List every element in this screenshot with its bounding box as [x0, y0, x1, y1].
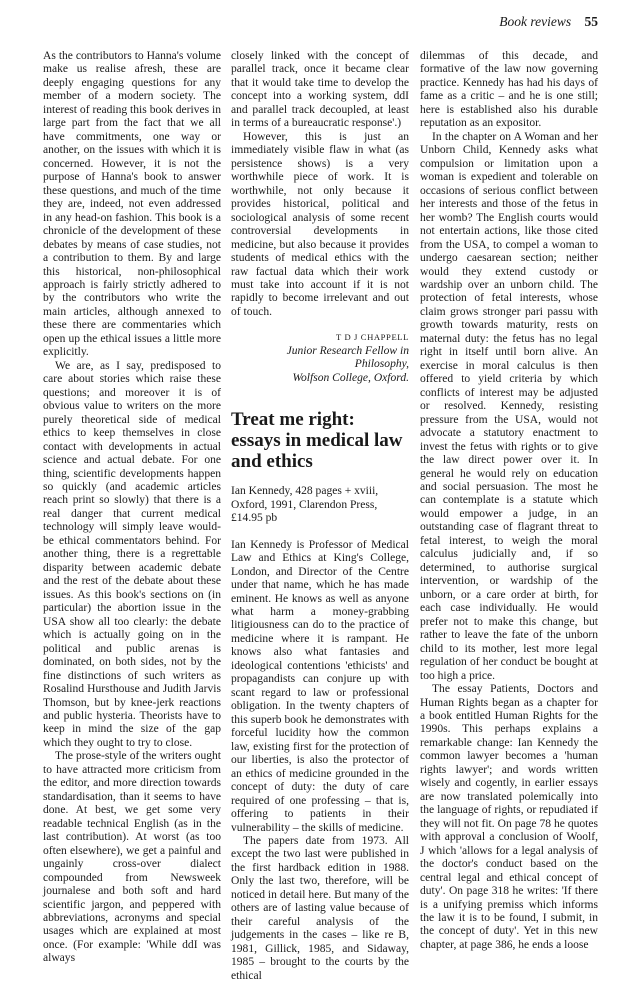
reviewer-signature [231, 331, 409, 385]
paragraph: However, this is just an immediately visible flaw in what (as persistence shows) is a very worthwhile piece of work. It is worthwhile, not only because it provides historical, political and sociological analysis of some recent controversial developments in medicine, but also because it provides students of medical ethics with the raw factual data which their work must take into account if it is not rapidly to become irrelevant and out of touch. [231, 130, 409, 318]
bibliographic-details [231, 485, 409, 525]
running-head: Book reviews [499, 14, 572, 29]
page-number: 55 [584, 14, 598, 29]
column-1 [43, 50, 221, 966]
paragraph: In the chapter on A Woman and her Unborn Child, Kennedy asks what compulsion or limitation upon a woman is expedient and tolerable on occasions of serious conflict between her interests and those of the fetus in her womb? The English courts would not entertain actions, like those cited from the USA, to compel a woman to undergo caesarean section; neither would they extend custody or wardship over an unborn child. The protection of fetal interests, whose claim grows stronger pari passu with growth towards maturity, rests on maternal duty: the fetus has no legal right in itself until born alive. An exercise in moral calculus is then offered to yield criteria by which conflicts of interest may be adjusted or resolved. Kennedy, resisting pressure from the USA, would not advocate a statutory enactment to invest the fetus with rights or to give the law direct power over it. In general he would rely on education and social persuasion. The most he can contemplate is a statute which would empower a judge, in an outstanding case of flagrant threat to fetal interest, to weigh the moral calculus judicially and, if so determined, to authorise surgical intervention, or wardship of the unborn, or a care order at birth, for each case individually. He would prefer not to make this change, but rather to leave the fate of the unborn child to its mother, lest more legal regulation of her conduct be bought at too high a price. [420, 130, 598, 682]
column-3 [420, 50, 598, 952]
paragraph: Ian Kennedy is Professor of Medical Law and Ethics at King's College, London, and Director of the Centre under that name, which he has made eminent. He knows as well as anyone what harm a money-grabbing litigiousness can do to the practice of medicine where it is rampant. He knows also what fantasies and ideological contentions 'ethicists' and propagandists can conjure up with scant regard to law or professional obligation. In the twenty chapters of this superb book he demonstrates with forceful lucidity how the common law, existing first for the protection of our liberties, is also the protector of an ethics of medicine grounded in the concept of duty: the duty of care required of one professing – that is, offering to patients in their vulnerability – the skills of medicine. [231, 538, 409, 834]
column-2 [231, 50, 409, 983]
reviewer-name: T D J CHAPPELL [336, 332, 409, 343]
paragraph: As the contributors to Hanna's volume make us realise afresh, these are deeply engaging questions for any member of a modern society. The interest of reading this book derives in large part from the fact that we all have commitments, one way or another, on the issues with which it is concerned. However, it is not the purpose of Hanna's book to answer these questions, and much of the time they are, indeed, not even addressed in any head-on fashion. This book is a chronicle of the development of these debates by means of case studies, not a contribution to them. By and large this historical, non-philosophical approach is fairly strictly adhered to by the contributors who write the main articles, although annexed to these there are commentaries which open up the ethical issues a little more explicitly. [43, 50, 221, 359]
bib-line: Ian Kennedy, 428 pages + xviii, [231, 485, 379, 498]
paragraph: dilemmas of this decade, and formative of the law now governing practice. Kennedy has had his days of fame as a critic – and he is one still; here is established also his durable reputation as an expositor. [420, 50, 598, 130]
bib-line: Oxford, 1991, Clarendon Press, [231, 498, 378, 511]
paragraph: We are, as I say, predisposed to care about stories which raise these questions; and moreover it is of obvious value to writers on the more purely theoretical side of medical ethics to keep themselves in close contact with developments in actual science and actual debate. For one thing, scientific developments happen so quickly (and academic articles reach print so slowly) that there is a real danger that current medical technology will simply leave would-be ethical commentators behind. For another thing, there is a regrettable disparity between academic debate and the rest of the debate about these issues. As this book's sections on (in particular) the abortion issue in the USA show all too clearly: the debate which is actually going on in the political and public arenas is dominated, on both sides, not by the fine distinctions of such writers as Rosalind Hursthouse and Judith Jarvis Thomson, but by knee-jerk reactions and public hysteria. Theorists have to keep in mind the size of the gap which they ought to try to close. [43, 359, 221, 749]
paragraph: The essay Patients, Doctors and Human Rights began as a chapter for a book entitled Human Rights for the 1990s. This perhaps explains a remarkable change: Ian Kennedy the common lawyer becomes a 'human rights lawyer'; and words written wisely and cogently, in earlier essays are now translated polemically into the language of rights, or repudiated if they will not fit. On page 78 he quotes with approval a conclusion of Woolf, J which 'allows for a legal analysis of the doctor's conduct based on the central legal and ethical concept of duty'. On page 318 he writes: 'If there is a unifying premiss which informs the law it is to be found, I submit, in the concept of duty'. Yet in this new chapter, at page 386, he ends a loose [420, 683, 598, 951]
paragraph: The prose-style of the writers ought to have attracted more criticism from the editor, and more direction towards standardisation, than it seems to have done. At best, we get some very readable technical English (as in the last contribution). At worst (as too often elsewhere), we get a painful and ungainly cross-over dialect compounded from Newsweek journalese and both soft and hard scientific jargon, and peppered with abbreviations, acronyms and special usages which are explained at most once. (For example: 'While ddI was always [43, 750, 221, 965]
paragraph: The papers date from 1973. All except the two last were published in the first hardback edition in 1988. Only the last two, therefore, will be noticed in detail here. But many of the others are of lasting value because of their careful analysis of the judgements in the cases – like re B, 1981, Gillick, 1985, and Sidaway, 1985 – brought to the courts by the ethical [231, 834, 409, 982]
reviewer-affiliation: Junior Research Fellow in Philosophy, [286, 344, 409, 371]
page-header [43, 14, 598, 34]
bib-line: £14.95 pb [231, 512, 278, 525]
review-title: Treat me right: essays in medical law and ethics [231, 409, 403, 473]
reviewer-institution: Wolfson College, Oxford. [292, 371, 409, 384]
paragraph: closely linked with the concept of parallel track, once it became clear that it would take time to develop the concept into a working system, ddI and parallel track decoupled, at least in terms of a bureaucratic response'.) [231, 50, 409, 130]
